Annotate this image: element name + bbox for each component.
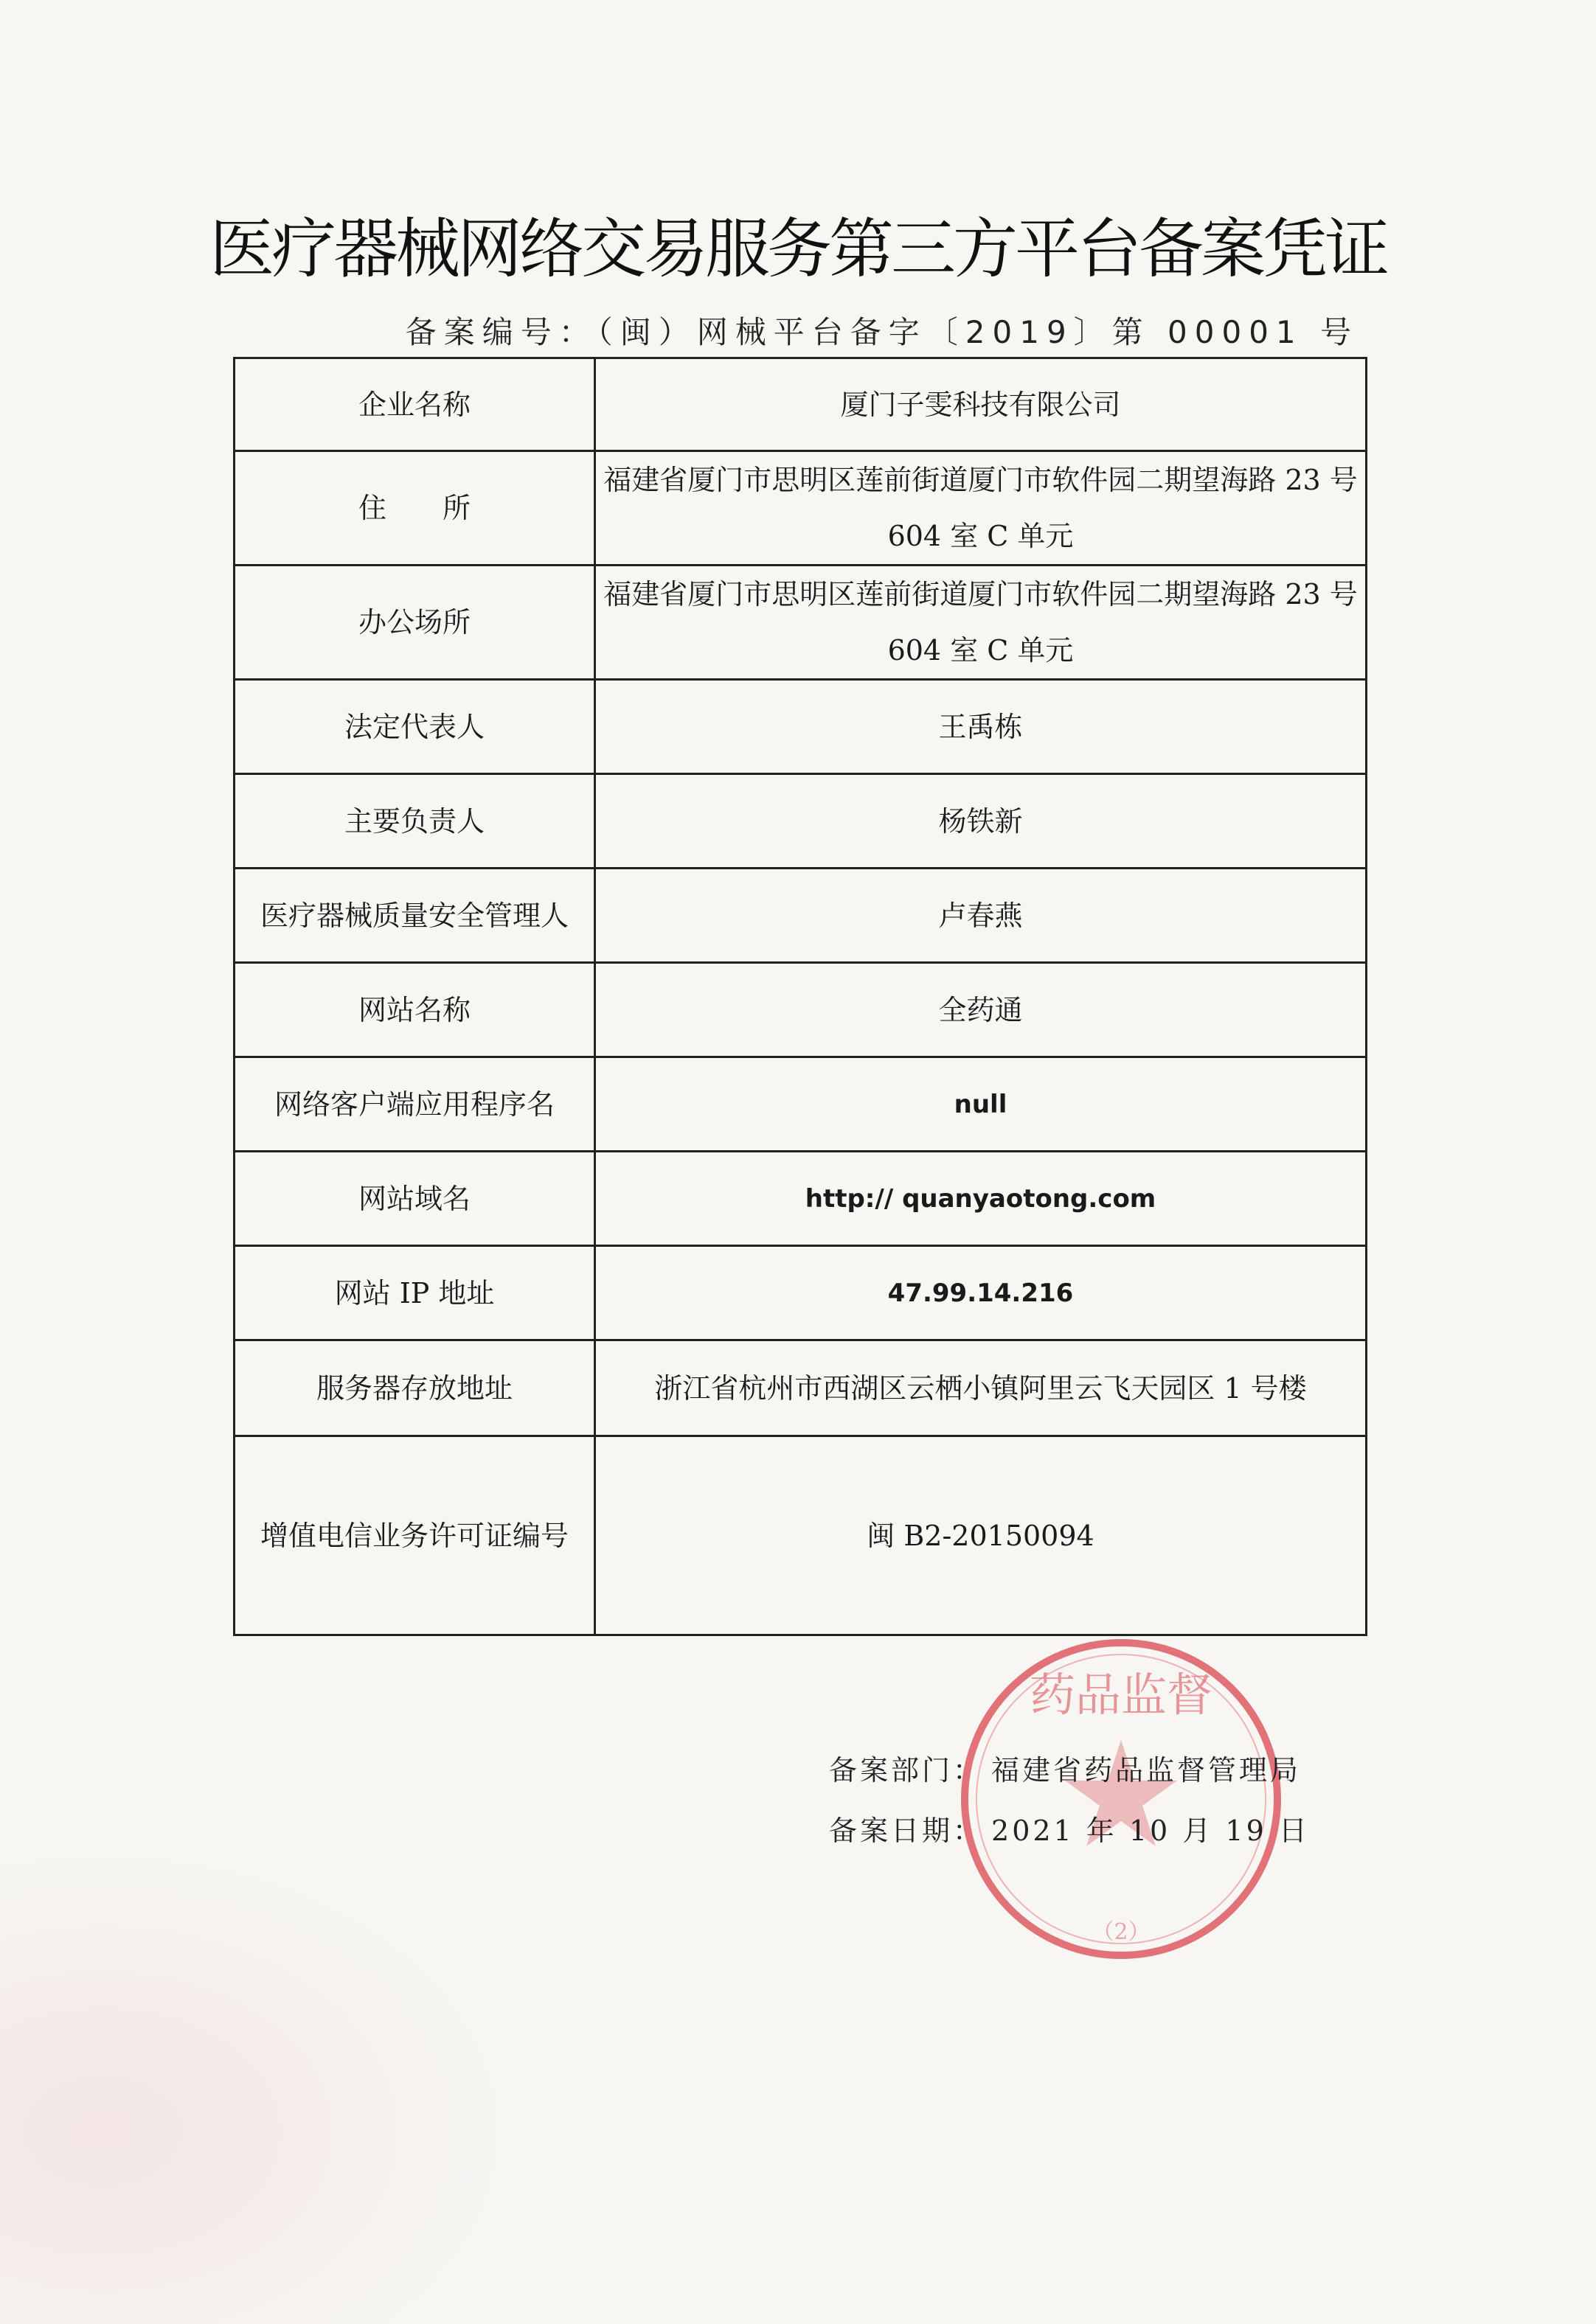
- table-row: [235, 963, 1367, 1057]
- table-row: [235, 358, 1367, 451]
- row-label-app-name: 网络客户端应用程序名: [235, 1057, 595, 1152]
- paper-tint: [0, 1843, 516, 2324]
- table-row: [235, 1246, 1367, 1340]
- legal-rep-value: 王禹栋: [595, 680, 1367, 774]
- date-label: 备案日期：: [829, 1815, 985, 1847]
- department-value: 福建省药品监督管理局: [991, 1754, 1302, 1787]
- row-label-license: 增值电信业务许可证编号: [235, 1436, 595, 1635]
- svg-text:（2）: （2）: [1092, 1919, 1151, 1945]
- license-value: 闽 B2-20150094: [595, 1436, 1367, 1635]
- row-label-company-name: 企业名称: [235, 358, 595, 451]
- footer-date: [829, 1808, 1310, 1848]
- domicile-value: [595, 451, 1367, 566]
- office-line-2: 604 室 C 单元: [887, 634, 1074, 667]
- company-name-value: 厦门子雯科技有限公司: [595, 358, 1367, 451]
- domicile-line-1: 福建省厦门市思明区莲前街道厦门市软件园二期望海路 23 号: [603, 464, 1358, 496]
- table-row: [235, 1152, 1367, 1246]
- date-value: 2021 年 10 月 19 日: [991, 1815, 1310, 1847]
- table-row: [235, 566, 1367, 680]
- domain-value: http:// quanyaotong.com: [595, 1152, 1367, 1246]
- principal-value: 杨铁新: [595, 774, 1367, 869]
- row-label-office: 办公场所: [235, 566, 595, 680]
- row-label-quality-manager: 医疗器械质量安全管理人: [235, 869, 595, 963]
- department-label: 备案部门：: [829, 1754, 985, 1787]
- certificate-table: [233, 357, 1367, 1636]
- svg-text:药品监督: 药品监督: [1029, 1668, 1213, 1722]
- footer-department: [829, 1747, 1301, 1788]
- office-line-1: 福建省厦门市思明区莲前街道厦门市软件园二期望海路 23 号: [603, 578, 1358, 610]
- domicile-line-2: 604 室 C 单元: [887, 520, 1074, 552]
- document-title: 医疗器械网络交易服务第三方平台备案凭证: [209, 211, 1387, 287]
- record-number: 备案编号：（闽）网械平台备字〔2019〕第 00001 号: [405, 314, 1359, 350]
- table-row: [235, 1057, 1367, 1152]
- row-label-principal: 主要负责人: [235, 774, 595, 869]
- app-name-value: null: [595, 1057, 1367, 1152]
- seal-text: [0, 0, 1, 1]
- office-value: [595, 566, 1367, 680]
- ip-value: 47.99.14.216: [595, 1246, 1367, 1340]
- row-label-server-address: 服务器存放地址: [235, 1340, 595, 1436]
- row-label-ip: 网站 IP 地址: [235, 1246, 595, 1340]
- row-label-website-name: 网站名称: [235, 963, 595, 1057]
- table-row: [235, 680, 1367, 774]
- table-row: [235, 1436, 1367, 1635]
- website-name-value: 全药通: [595, 963, 1367, 1057]
- row-label-domain: 网站域名: [235, 1152, 595, 1246]
- server-address-value: 浙江省杭州市西湖区云栖小镇阿里云飞天园区 1 号楼: [595, 1340, 1367, 1436]
- table-row: [235, 774, 1367, 869]
- table-row: [235, 869, 1367, 963]
- row-label-domicile: 住 所: [235, 451, 595, 566]
- row-label-legal-rep: 法定代表人: [235, 680, 595, 774]
- official-seal: [951, 1629, 1291, 1969]
- table-row: [235, 451, 1367, 566]
- quality-manager-value: 卢春燕: [595, 869, 1367, 963]
- table-row: [235, 1340, 1367, 1436]
